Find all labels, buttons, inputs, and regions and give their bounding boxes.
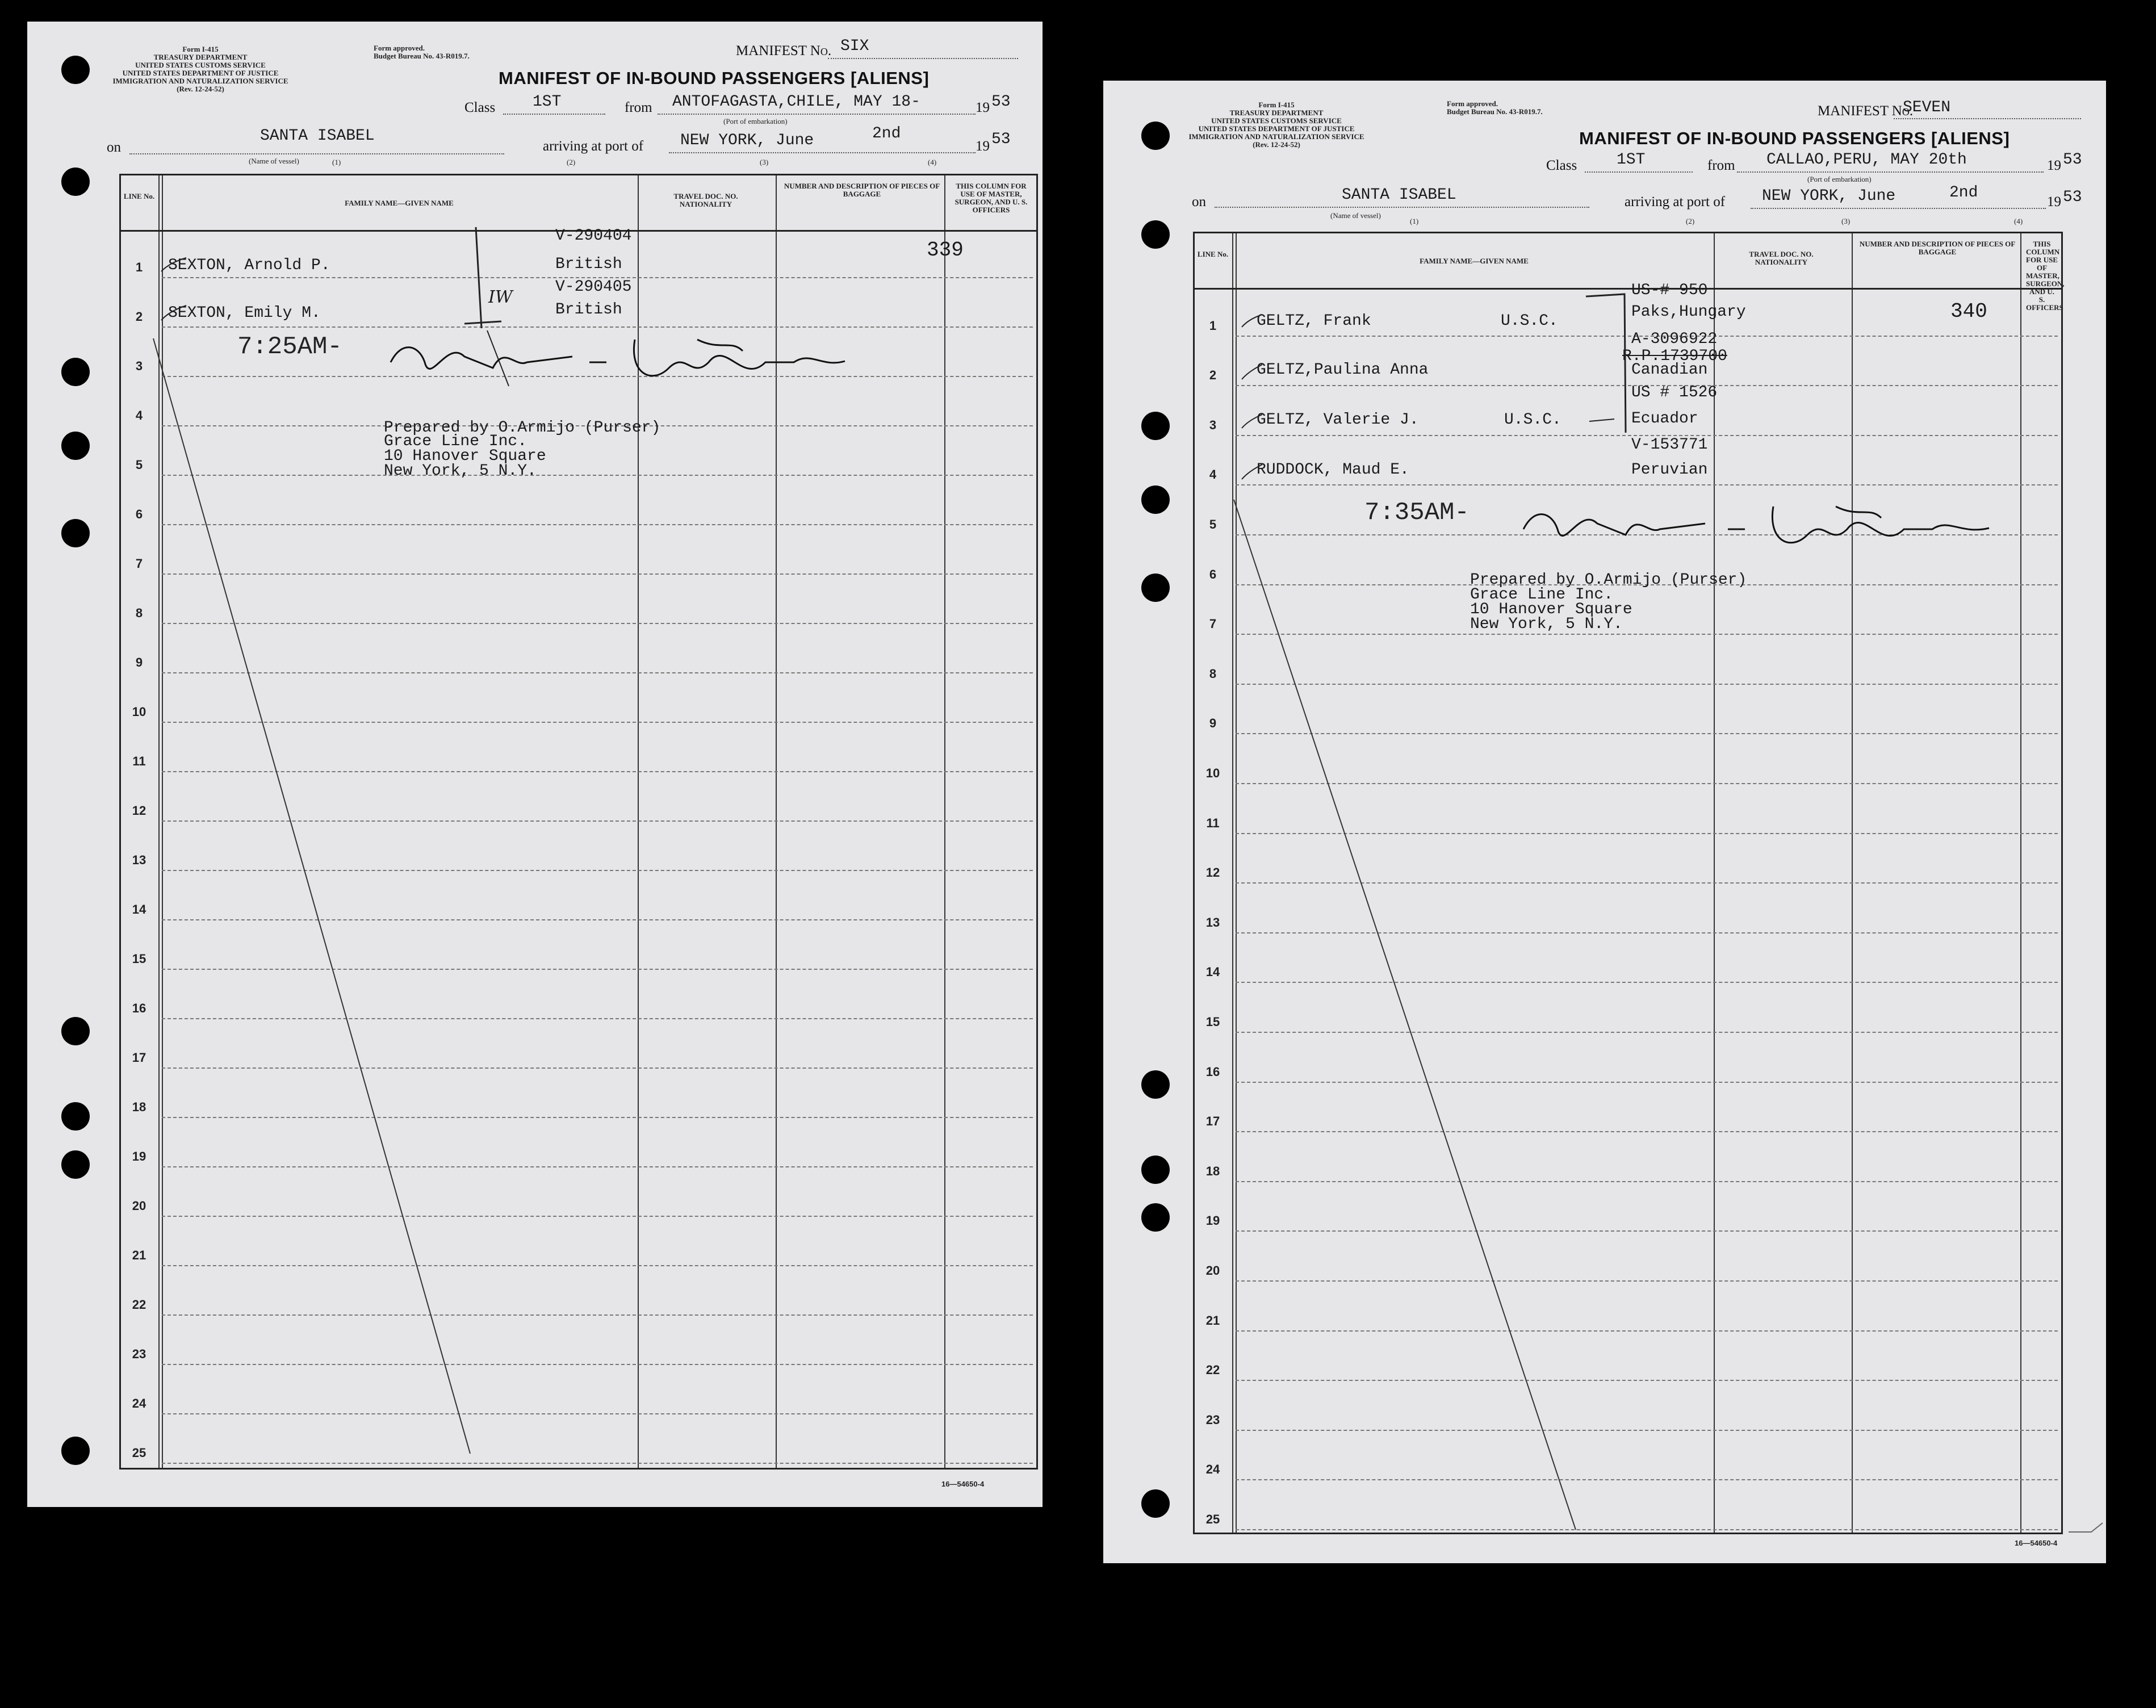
passenger-2-nationality: Canadian	[1631, 361, 1708, 379]
arrival-port: NEW YORK, June	[680, 132, 814, 149]
class-label: Class	[464, 100, 496, 115]
officer-number: 339	[927, 238, 964, 262]
row-number: 11	[132, 754, 146, 768]
budget-bureau: Budget Bureau No. 43-R019.7.	[374, 52, 470, 60]
row-number: 12	[1205, 865, 1220, 880]
header-officers: THIS COLUMN FOR USE OF MASTER, SURGEON, AND U. S. OFFICERS	[2026, 240, 2065, 312]
row-number: 6	[135, 507, 143, 521]
approval-line: Form approved.	[1447, 99, 1498, 108]
arrival-port: NEW YORK, June	[1762, 187, 1896, 205]
row-number: 5	[1209, 517, 1217, 531]
header-travel-doc: TRAVEL DOC. NO. NATIONALITY	[1749, 250, 1814, 266]
row-number: 16	[1205, 1064, 1220, 1079]
preparer-line-1: Prepared by O.Armijo (Purser)	[384, 419, 661, 437]
header-baggage: NUMBER AND DESCRIPTION OF PIECES OF BAGGAGE	[784, 182, 940, 198]
port-of-embarkation: CALLAO,PERU, MAY 20th	[1766, 151, 1967, 169]
row-number: 14	[132, 902, 146, 916]
col-num-1: (1)	[1410, 217, 1419, 225]
row-number: 15	[1205, 1015, 1220, 1029]
passenger-4-doc: V-153771	[1631, 436, 1708, 454]
year-prefix: 19	[976, 100, 990, 115]
row-number: 4	[135, 408, 143, 422]
col-num-4: (4)	[2014, 217, 2023, 225]
row-number: 11	[1206, 815, 1220, 830]
row-number: 21	[1205, 1313, 1220, 1328]
arriving-label: arriving at port of	[543, 139, 644, 154]
port-caption: (Port of embarkation)	[723, 117, 788, 125]
header-baggage: NUMBER AND DESCRIPTION OF PIECES OF BAGGAGE	[1859, 240, 2016, 256]
row-number: 3	[1209, 417, 1217, 432]
row-number: 17	[1205, 1114, 1220, 1129]
manifest-page-seven	[1103, 81, 2106, 1563]
col-num-2: (2)	[1686, 217, 1695, 225]
passenger-2-name: GELTZ,Paulina Anna	[1257, 361, 1429, 379]
passenger-3-doc: US # 1526	[1631, 384, 1718, 401]
approval-line: Form approved.	[374, 44, 425, 52]
row-number: 10	[132, 705, 146, 719]
row-number: 1	[1209, 318, 1217, 333]
passenger-3-name: GELTZ, Valerie J.	[1257, 411, 1419, 429]
pen-marks	[27, 22, 1043, 1507]
manifest-page-six	[27, 22, 1043, 1507]
col-num-3: (3)	[760, 158, 769, 166]
row-number: 23	[132, 1347, 146, 1361]
row-number: 14	[1205, 965, 1220, 979]
form-footer-code: 16—54650-4	[941, 1480, 985, 1488]
row-number: 23	[1205, 1412, 1220, 1427]
header-travel-doc: TRAVEL DOC. NO. NATIONALITY	[673, 192, 738, 208]
from-label: from	[625, 100, 652, 115]
passenger-1-doc: V-290404	[555, 227, 632, 245]
port-caption: (Port of embarkation)	[1807, 175, 1872, 183]
col-num-4: (4)	[928, 158, 937, 166]
row-number: 2	[1209, 368, 1217, 383]
row-number: 10	[1205, 766, 1220, 780]
on-label: on	[1192, 194, 1206, 210]
row-number: 2	[135, 309, 143, 324]
on-label: on	[107, 140, 121, 155]
preparer-line-3: 10 Hanover Square	[1470, 601, 1632, 618]
dept-immigration: IMMIGRATION AND NATURALIZATION SERVICE	[1188, 132, 1364, 141]
vessel-caption: (Name of vessel)	[1330, 211, 1381, 220]
row-number: 25	[132, 1446, 146, 1460]
dept-justice: UNITED STATES DEPARTMENT OF JUSTICE	[122, 69, 279, 77]
passenger-2-doc: A-3096922	[1631, 330, 1718, 348]
from-label: from	[1707, 158, 1735, 173]
passenger-1-suffix: U.S.C.	[1501, 312, 1558, 330]
row-number: 21	[132, 1248, 146, 1262]
row-number: 9	[135, 655, 143, 669]
header-family-name: FAMILY NAME—GIVEN NAME	[345, 199, 454, 207]
manifest-number: SEVEN	[1903, 99, 1951, 116]
row-number: 24	[1205, 1462, 1220, 1477]
passenger-1-nationality: British	[555, 256, 622, 273]
row-number: 22	[1205, 1363, 1220, 1378]
row-number: 13	[1205, 915, 1220, 930]
dept-justice: UNITED STATES DEPARTMENT OF JUSTICE	[1198, 124, 1355, 133]
handwritten-initials: IW	[488, 287, 513, 307]
passenger-3-suffix: U.S.C.	[1504, 411, 1561, 429]
arrival-year-prefix: 19	[2047, 194, 2061, 210]
row-number: 13	[132, 853, 146, 867]
row-number: 18	[132, 1100, 146, 1114]
row-number: 22	[132, 1297, 146, 1312]
passenger-2-doc: V-290405	[555, 278, 632, 296]
dept-customs: UNITED STATES CUSTOMS SERVICE	[135, 61, 266, 69]
arrival-day: 2nd	[1949, 184, 1978, 202]
dept-customs: UNITED STATES CUSTOMS SERVICE	[1211, 116, 1342, 125]
form-number: Form I-415	[1258, 101, 1295, 109]
rev-date: (Rev. 12-24-52)	[177, 85, 224, 93]
passenger-1-name: GELTZ, Frank	[1257, 312, 1371, 330]
row-number: 20	[132, 1199, 146, 1213]
arrival-year: 53	[991, 131, 1011, 148]
preparer-line-3: 10 Hanover Square	[384, 447, 546, 465]
passenger-2-nationality: British	[555, 301, 622, 319]
passenger-4-name: RUDDOCK, Maud E.	[1257, 461, 1409, 479]
rev-date: (Rev. 12-24-52)	[1253, 140, 1300, 149]
row-number: 3	[135, 359, 143, 373]
header-family-name: FAMILY NAME—GIVEN NAME	[1420, 257, 1529, 265]
passenger-2-name: SEXTON, Emily M.	[168, 304, 321, 322]
row-number: 6	[1209, 567, 1217, 581]
col-num-2: (2)	[567, 158, 576, 166]
row-number: 4	[1209, 467, 1217, 482]
vessel-caption: (Name of vessel)	[249, 157, 299, 165]
vessel-name: SANTA ISABEL	[260, 127, 375, 145]
passenger-2-struck-doc: R.P.1739700	[1622, 348, 1727, 365]
dept-treasury: TREASURY DEPARTMENT	[1229, 108, 1324, 117]
row-number: 5	[135, 458, 143, 472]
manifest-label: MANIFEST No.	[736, 43, 832, 58]
header-line-no: LINE No.	[123, 192, 155, 200]
inspection-time: 7:25AM-	[237, 333, 342, 361]
header-officers: THIS COLUMN FOR USE OF MASTER, SURGEON, AND U. S. OFFICERS	[954, 182, 1028, 214]
row-number: 16	[132, 1001, 146, 1015]
preparer-line-2: Grace Line Inc.	[1470, 586, 1614, 604]
arriving-label: arriving at port of	[1625, 194, 1726, 210]
page-title: MANIFEST OF IN-BOUND PASSENGERS [ALIENS]	[499, 68, 930, 88]
arrival-year: 53	[2063, 189, 2082, 206]
passenger-3-nationality: Ecuador	[1631, 410, 1698, 428]
row-number: 18	[1205, 1163, 1220, 1178]
row-number: 9	[1209, 716, 1217, 731]
embark-year: 53	[2063, 151, 2082, 169]
dept-treasury: TREASURY DEPARTMENT	[153, 53, 248, 61]
row-number: 19	[1205, 1213, 1220, 1228]
row-number: 25	[1205, 1512, 1220, 1526]
budget-bureau: Budget Bureau No. 43-R019.7.	[1447, 107, 1543, 116]
row-number: 8	[1209, 666, 1217, 681]
col-num-3: (3)	[1841, 217, 1851, 225]
passenger-1-name: SEXTON, Arnold P.	[168, 257, 330, 274]
header-line-no: LINE No.	[1197, 250, 1229, 258]
row-number: 7	[1209, 617, 1217, 631]
preparer-line-4: New York, 5 N.Y.	[384, 462, 537, 480]
pen-marks	[1103, 81, 2106, 1563]
manifest-number: SIX	[840, 37, 869, 55]
passenger-4-nationality: Peruvian	[1631, 461, 1708, 479]
embark-year: 53	[991, 93, 1011, 111]
row-number: 7	[135, 556, 143, 571]
arrival-year-prefix: 19	[976, 139, 990, 154]
row-number: 24	[132, 1396, 146, 1410]
port-of-embarkation: ANTOFAGASTA,CHILE, MAY 18-	[672, 93, 920, 111]
officer-number: 340	[1950, 300, 1987, 323]
row-number: 20	[1205, 1263, 1220, 1278]
row-number: 15	[132, 952, 146, 966]
manifest-label: MANIFEST No.	[1818, 103, 1914, 119]
row-number: 19	[132, 1149, 146, 1163]
form-number: Form I-415	[182, 45, 219, 53]
row-number: 17	[132, 1050, 146, 1065]
form-footer-code: 16—54650-4	[2015, 1539, 2058, 1547]
preparer-line-4: New York, 5 N.Y.	[1470, 616, 1623, 633]
row-number: 1	[135, 260, 143, 274]
year-prefix: 19	[2047, 158, 2061, 173]
class-label: Class	[1546, 158, 1577, 173]
col-num-1: (1)	[332, 158, 341, 166]
passenger-1-doc: US-# 950	[1631, 282, 1708, 299]
page-title: MANIFEST OF IN-BOUND PASSENGERS [ALIENS]	[1579, 128, 2010, 148]
dept-immigration: IMMIGRATION AND NATURALIZATION SERVICE	[112, 77, 288, 85]
vessel-name: SANTA ISABEL	[1342, 186, 1456, 204]
row-number: 8	[135, 606, 143, 620]
inspection-time: 7:35AM-	[1364, 499, 1470, 527]
row-number: 12	[132, 803, 146, 818]
passenger-1-nationality: Paks,Hungary	[1631, 303, 1746, 321]
class-value: 1ST	[533, 93, 562, 111]
class-value: 1ST	[1617, 151, 1646, 169]
arrival-day: 2nd	[872, 125, 901, 143]
preparer-line-1: Prepared by O.Armijo (Purser)	[1470, 571, 1747, 589]
preparer-line-2: Grace Line Inc.	[384, 433, 528, 450]
